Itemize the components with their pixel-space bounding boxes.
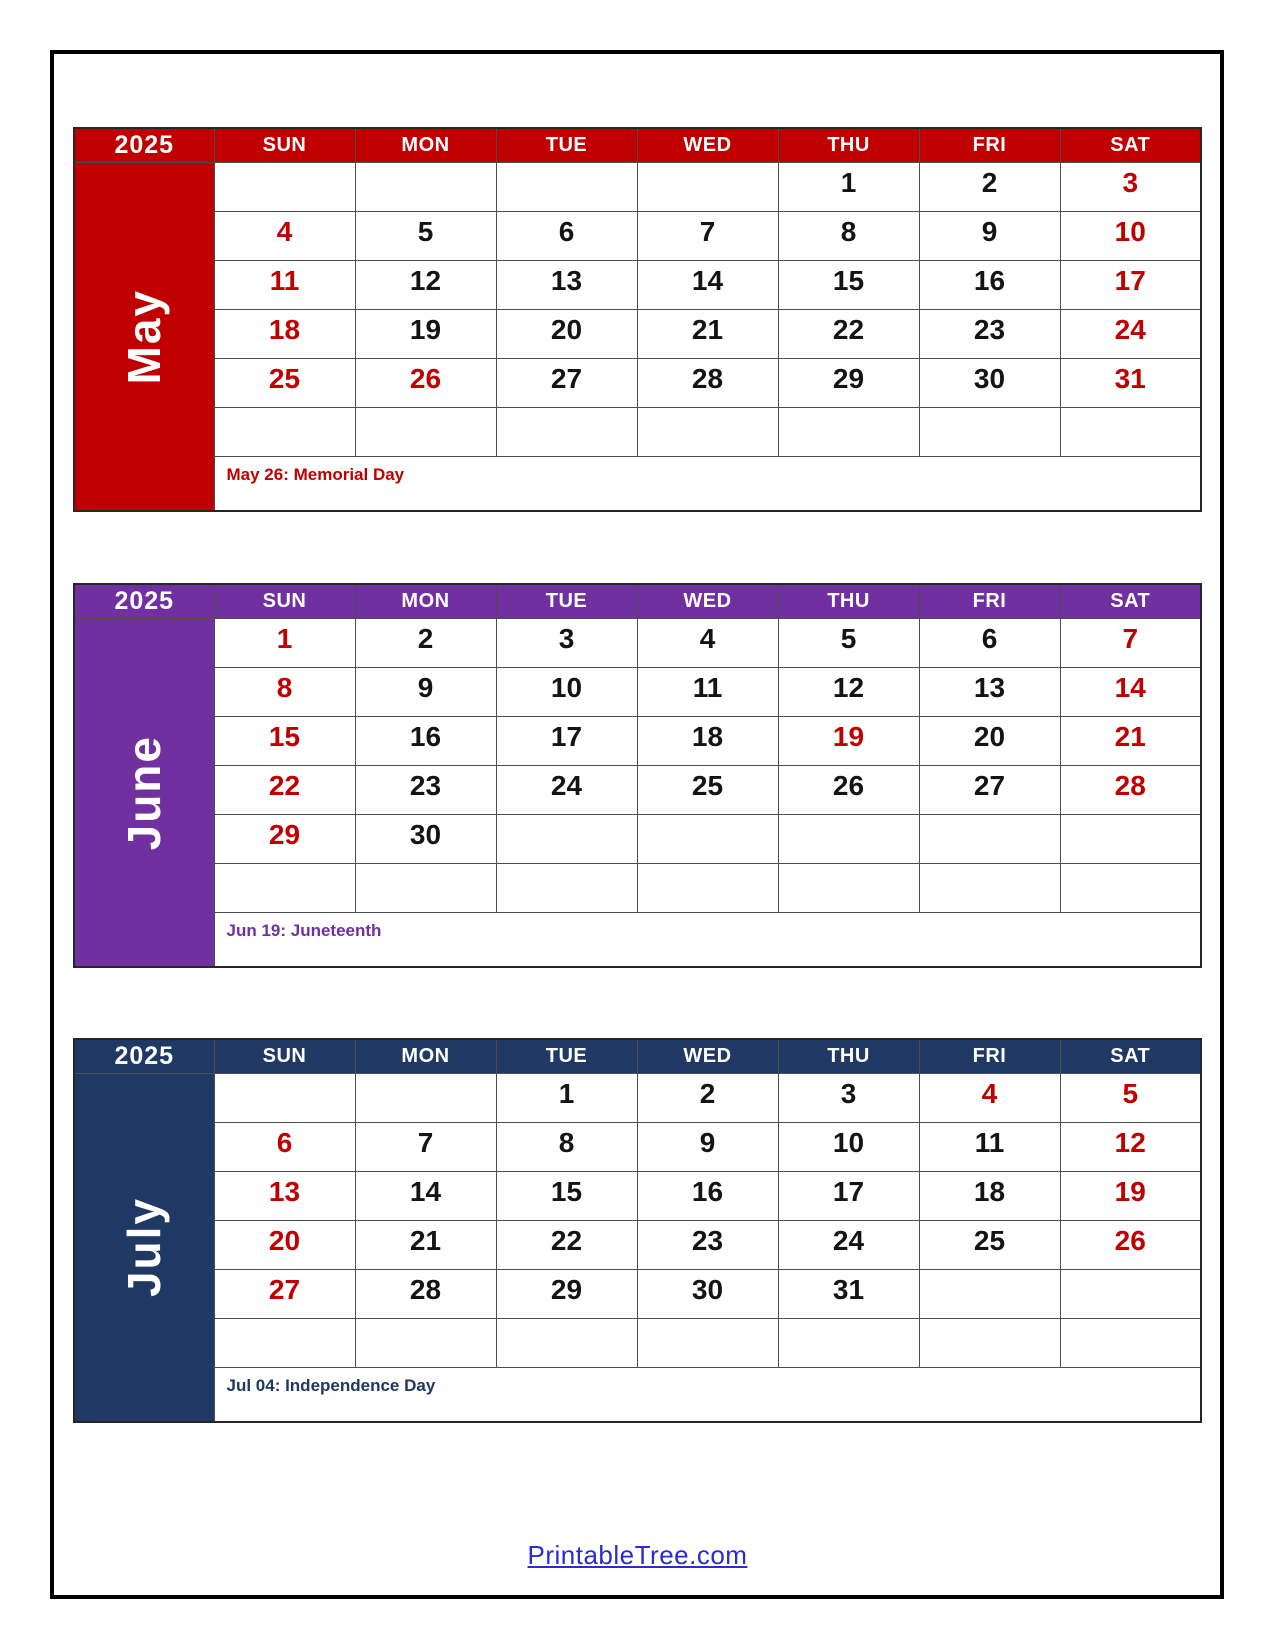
week-row [74,358,1201,407]
empty-day-cell [919,863,1060,912]
day-cell: 27 [496,358,637,407]
day-cell: 12 [1060,1122,1201,1171]
day-header-sun: SUN [214,584,355,618]
footer [0,1540,1275,1571]
empty-day-cell [496,407,637,456]
week-row [74,162,1201,211]
year-label: 2025 [74,584,214,618]
day-header-tue: TUE [496,584,637,618]
day-cell: 14 [355,1171,496,1220]
day-header-fri: FRI [919,1039,1060,1073]
month-sidebar [74,162,214,511]
day-cell: 30 [919,358,1060,407]
week-row [74,765,1201,814]
week-row [74,1073,1201,1122]
day-cell: 8 [214,667,355,716]
empty-day-cell [355,1318,496,1367]
empty-day-cell [1060,814,1201,863]
day-cell: 2 [355,618,496,667]
day-cell: 20 [214,1220,355,1269]
day-header-thu: THU [778,1039,919,1073]
day-cell: 14 [1060,667,1201,716]
empty-day-cell [1060,1269,1201,1318]
month-sidebar [74,618,214,967]
day-cell: 28 [637,358,778,407]
empty-day-cell [355,1073,496,1122]
holiday-note-row [74,1367,1201,1422]
week-row [74,814,1201,863]
day-cell: 22 [214,765,355,814]
day-cell: 8 [496,1122,637,1171]
day-cell: 10 [1060,211,1201,260]
day-cell: 8 [778,211,919,260]
day-header-tue: TUE [496,1039,637,1073]
day-cell: 15 [778,260,919,309]
empty-day-cell [919,1269,1060,1318]
empty-day-cell [1060,863,1201,912]
day-cell: 18 [637,716,778,765]
calendar-header-row [74,1039,1201,1073]
empty-day-cell [637,407,778,456]
day-cell: 6 [919,618,1060,667]
day-cell: 31 [1060,358,1201,407]
empty-day-cell [355,407,496,456]
day-cell: 25 [919,1220,1060,1269]
week-row [74,618,1201,667]
day-header-tue: TUE [496,128,637,162]
empty-day-cell [214,1318,355,1367]
empty-day-cell [214,407,355,456]
week-row [74,716,1201,765]
day-cell: 15 [496,1171,637,1220]
day-cell: 13 [214,1171,355,1220]
day-cell: 19 [1060,1171,1201,1220]
day-cell: 27 [214,1269,355,1318]
day-cell: 19 [778,716,919,765]
day-cell: 17 [496,716,637,765]
day-cell: 25 [214,358,355,407]
day-header-fri: FRI [919,128,1060,162]
day-header-wed: WED [637,584,778,618]
day-cell: 18 [214,309,355,358]
day-cell: 24 [778,1220,919,1269]
day-cell: 25 [637,765,778,814]
day-header-sat: SAT [1060,1039,1201,1073]
day-cell: 11 [637,667,778,716]
day-cell: 29 [214,814,355,863]
day-cell: 2 [919,162,1060,211]
day-cell: 23 [637,1220,778,1269]
day-header-sun: SUN [214,128,355,162]
day-cell: 31 [778,1269,919,1318]
day-cell: 5 [778,618,919,667]
day-cell: 27 [919,765,1060,814]
empty-day-cell [778,814,919,863]
day-cell: 12 [778,667,919,716]
day-header-wed: WED [637,128,778,162]
day-cell: 21 [1060,716,1201,765]
day-cell: 13 [919,667,1060,716]
day-cell: 1 [214,618,355,667]
day-cell: 9 [637,1122,778,1171]
day-header-thu: THU [778,128,919,162]
day-cell: 22 [778,309,919,358]
week-row [74,1269,1201,1318]
day-cell: 26 [355,358,496,407]
day-cell: 1 [778,162,919,211]
day-cell: 2 [637,1073,778,1122]
day-cell: 11 [214,260,355,309]
day-cell: 13 [496,260,637,309]
empty-day-cell [778,407,919,456]
day-cell: 17 [778,1171,919,1220]
empty-day-cell [637,1318,778,1367]
calendar-header-row [74,128,1201,162]
day-cell: 11 [919,1122,1060,1171]
month-label: June [118,734,171,850]
week-row [74,1171,1201,1220]
empty-day-cell [919,1318,1060,1367]
week-row [74,1220,1201,1269]
holiday-note: Jun 19: Juneteenth [214,912,1201,967]
day-cell: 3 [1060,162,1201,211]
day-cell: 16 [355,716,496,765]
empty-day-cell [919,407,1060,456]
day-cell: 29 [778,358,919,407]
day-cell: 9 [355,667,496,716]
day-cell: 7 [1060,618,1201,667]
day-cell: 10 [778,1122,919,1171]
day-cell: 22 [496,1220,637,1269]
empty-day-cell [637,814,778,863]
empty-day-cell [355,162,496,211]
week-row [74,211,1201,260]
day-cell: 3 [778,1073,919,1122]
day-header-fri: FRI [919,584,1060,618]
week-row [74,260,1201,309]
week-row [74,309,1201,358]
day-cell: 15 [214,716,355,765]
day-cell: 30 [637,1269,778,1318]
day-cell: 26 [1060,1220,1201,1269]
month-sidebar [74,1073,214,1422]
holiday-note: Jul 04: Independence Day [214,1367,1201,1422]
day-header-sat: SAT [1060,128,1201,162]
month-label: July [118,1197,171,1298]
day-header-mon: MON [355,128,496,162]
month-label: May [118,288,171,384]
empty-day-cell [496,863,637,912]
day-cell: 21 [355,1220,496,1269]
holiday-note: May 26: Memorial Day [214,456,1201,511]
empty-day-cell [637,863,778,912]
footer-link[interactable]: PrintableTree.com [527,1540,748,1570]
day-cell: 23 [355,765,496,814]
day-cell: 20 [496,309,637,358]
day-cell: 3 [496,618,637,667]
week-row [74,667,1201,716]
empty-day-cell [1060,407,1201,456]
day-cell: 9 [919,211,1060,260]
day-cell: 1 [496,1073,637,1122]
day-cell: 17 [1060,260,1201,309]
day-header-mon: MON [355,1039,496,1073]
empty-day-cell [214,1073,355,1122]
day-cell: 7 [355,1122,496,1171]
calendar-july [73,1038,1202,1423]
day-cell: 18 [919,1171,1060,1220]
empty-day-cell [1060,1318,1201,1367]
day-cell: 6 [496,211,637,260]
day-cell: 24 [496,765,637,814]
day-cell: 16 [637,1171,778,1220]
calendar-june [73,583,1202,968]
week-row [74,1122,1201,1171]
day-cell: 21 [637,309,778,358]
day-cell: 5 [1060,1073,1201,1122]
calendar-may [73,127,1202,512]
day-cell: 14 [637,260,778,309]
day-header-sun: SUN [214,1039,355,1073]
day-cell: 26 [778,765,919,814]
week-row [74,863,1201,912]
empty-day-cell [496,814,637,863]
day-header-mon: MON [355,584,496,618]
day-cell: 24 [1060,309,1201,358]
day-cell: 16 [919,260,1060,309]
day-cell: 20 [919,716,1060,765]
day-cell: 4 [214,211,355,260]
day-cell: 4 [637,618,778,667]
day-header-thu: THU [778,584,919,618]
empty-day-cell [214,863,355,912]
week-row [74,1318,1201,1367]
day-cell: 30 [355,814,496,863]
holiday-note-row [74,456,1201,511]
day-cell: 19 [355,309,496,358]
week-row [74,407,1201,456]
empty-day-cell [214,162,355,211]
year-label: 2025 [74,128,214,162]
empty-day-cell [778,1318,919,1367]
day-cell: 28 [355,1269,496,1318]
year-label: 2025 [74,1039,214,1073]
day-cell: 6 [214,1122,355,1171]
day-cell: 23 [919,309,1060,358]
empty-day-cell [778,863,919,912]
empty-day-cell [637,162,778,211]
empty-day-cell [496,162,637,211]
day-cell: 12 [355,260,496,309]
empty-day-cell [496,1318,637,1367]
empty-day-cell [355,863,496,912]
holiday-note-row [74,912,1201,967]
day-cell: 10 [496,667,637,716]
day-cell: 28 [1060,765,1201,814]
day-header-wed: WED [637,1039,778,1073]
calendar-header-row [74,584,1201,618]
day-cell: 5 [355,211,496,260]
day-cell: 29 [496,1269,637,1318]
day-cell: 7 [637,211,778,260]
day-header-sat: SAT [1060,584,1201,618]
empty-day-cell [919,814,1060,863]
day-cell: 4 [919,1073,1060,1122]
